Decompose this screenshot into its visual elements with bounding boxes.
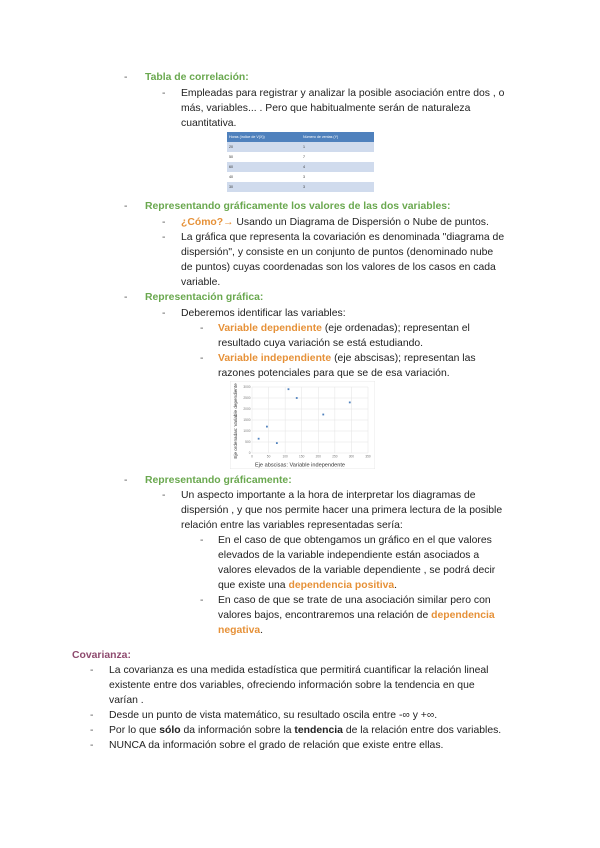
cov-l1: La covarianza es una medida estadística que permitirá cuantificar la relación lineal — [109, 665, 489, 676]
scatter-point — [322, 414, 324, 416]
table-cell: 4 — [301, 162, 374, 172]
cov-l6: NUNCA da información sobre el grado de relación que existe entre ellas. — [109, 740, 444, 751]
repgraf-a3: relación entre las variables representadas sería: — [181, 520, 403, 531]
graf-line-2: dispersión", y consiste en un conjunto de puntos (denominado nube — [181, 247, 494, 258]
scatter-point — [276, 442, 278, 444]
tabla-line-2: más, variables... . Pero que habitualmente serán de naturaleza — [181, 103, 471, 114]
negative-dependence-1: dependencia — [431, 610, 495, 621]
como-label: ¿Cómo?→ — [181, 217, 234, 228]
repgraf-title: Representando gráficamente: — [145, 475, 292, 486]
table-cell: 50 — [227, 152, 301, 162]
repgraf-c3 — [218, 624, 263, 639]
positive-dependence: dependencia positiva — [288, 580, 395, 591]
x-tick-label: 350 — [365, 454, 371, 459]
text: de la relación entre dos variables. — [342, 725, 502, 736]
text: . — [394, 580, 398, 591]
cov-l2: existente entre dos variables, ofreciendo información sobre la tendencia en que — [109, 680, 475, 691]
como-line — [181, 216, 489, 231]
table-cell: 1 — [301, 142, 374, 152]
dep-label: Variable dependiente — [218, 323, 322, 334]
text: que existe una — [218, 580, 289, 591]
dep-text-1: (eje ordenadas); representan el — [321, 323, 470, 334]
table-header-x: Horas (índice de V(X)) — [227, 132, 301, 142]
text: Por lo que — [109, 725, 160, 736]
text: valores bajos, encontraremos una relación de — [218, 610, 432, 621]
table-cell: 60 — [227, 162, 301, 172]
x-axis-label: Eje abscisas: Variable independente — [254, 462, 346, 469]
y-tick-label: 3000 — [243, 385, 251, 390]
bullet-dash: - — [162, 232, 166, 243]
bullet-dash: - — [124, 201, 128, 212]
repgraf-b4 — [218, 579, 397, 594]
bullet-dash: - — [200, 323, 204, 334]
bullet-dash: - — [200, 353, 204, 364]
x-tick-label: 100 — [282, 454, 288, 459]
ind-label: Variable independiente — [218, 353, 332, 364]
dep-line-2: resultado cuya variación se está estudiando. — [218, 338, 424, 349]
scatter-point — [266, 426, 268, 428]
repgraf-c1: En caso de que se trate de una asociación similar pero con — [218, 595, 491, 606]
bullet-dash: - — [90, 740, 94, 751]
y-tick-label: 1500 — [243, 418, 251, 423]
repgraf-b2: elevados de la variable independiente están asociados a — [218, 550, 480, 561]
bullet-dash: - — [124, 72, 128, 83]
y-tick-label: 2000 — [243, 407, 251, 412]
como-text: Usando un Diagrama de Dispersión o Nube de puntos. — [233, 217, 489, 228]
scatter-point — [296, 397, 298, 399]
table-row — [227, 172, 374, 182]
table-cell: 20 — [227, 142, 301, 152]
y-tick-label: 0 — [248, 451, 251, 456]
table-cell: 3 — [301, 182, 374, 192]
table-row — [227, 162, 374, 172]
bullet-dash: - — [124, 475, 128, 486]
ind-line-1 — [218, 352, 476, 367]
tabla-title: Tabla de correlación: — [145, 72, 249, 83]
repgraf-b1: En el caso de que obtengamos un gráfico en el que valores — [218, 535, 492, 546]
cov-l4: Desde un punto de vista matemático, su resultado oscila entre -∞ y +∞. — [109, 710, 438, 721]
x-tick-label: 0 — [251, 454, 253, 459]
y-tick-label: 500 — [245, 440, 251, 445]
y-axis-label: Eje ordenadas: Variable dependiente — [233, 383, 238, 459]
table-header-y: Número de ventas (Y) — [301, 132, 374, 142]
bullet-dash: - — [124, 292, 128, 303]
scatter-chart — [230, 381, 375, 469]
ind-line-2: razones potenciales para que se de esa variación. — [218, 368, 450, 379]
bullet-dash: - — [90, 710, 94, 721]
graf-line-3: de puntos) cuyas coordenadas son los valores de los casos en cada — [181, 262, 496, 273]
text: . — [260, 625, 264, 636]
tabla-line-1: Empleadas para registrar y analizar la posible asociación entre dos , o — [181, 88, 505, 99]
text-bold: sólo — [159, 725, 181, 736]
table-cell: 7 — [301, 152, 374, 162]
table-row — [227, 152, 374, 162]
covarianza-title: Covarianza: — [72, 650, 131, 661]
identify-line: Deberemos identificar las variables: — [181, 308, 346, 319]
text-bold: tendencia — [294, 725, 343, 736]
x-tick-label: 150 — [299, 454, 305, 459]
bullet-dash: - — [90, 665, 94, 676]
scatter-point — [258, 438, 260, 440]
x-tick-label: 200 — [315, 454, 321, 459]
scatter-point — [349, 402, 351, 404]
dep-line-1 — [218, 322, 470, 337]
bullet-dash: - — [162, 88, 166, 99]
repgraf-a2: dispersión , y que nos permite hacer una primera lectura de la posible — [181, 505, 503, 516]
repgraf-a1: Un aspecto importante a la hora de interpretar los diagramas de — [181, 490, 476, 501]
table-row — [227, 142, 374, 152]
table-cell: 40 — [227, 172, 301, 182]
graf-line-4: variable. — [181, 277, 221, 288]
x-tick-label: 300 — [348, 454, 355, 459]
repgraf-c2 — [218, 609, 495, 624]
bullet-dash: - — [90, 725, 94, 736]
x-tick-label: 50 — [266, 454, 271, 459]
representacion-title: Representación gráfica: — [145, 292, 264, 303]
table-row — [227, 182, 374, 192]
bullet-dash: - — [200, 535, 204, 546]
repgraf-b3: valores elevados de la variable dependiente , se podrá decir — [218, 565, 496, 576]
y-tick-label: 1000 — [243, 429, 251, 434]
negative-dependence-2: negativa — [218, 625, 261, 636]
scatter-point — [288, 388, 290, 390]
text: da información sobre la — [180, 725, 295, 736]
graf-line-1: La gráfica que representa la covariación es denominada "diagrama de — [181, 232, 505, 243]
bullet-dash: - — [162, 308, 166, 319]
bullet-dash: - — [200, 595, 204, 606]
y-tick-label: 2500 — [243, 396, 251, 401]
ind-text-1: (eje abscisas); representan las — [331, 353, 476, 364]
x-tick-label: 250 — [332, 454, 338, 459]
table-cell: 3 — [301, 172, 374, 182]
correlation-table — [227, 132, 374, 192]
cov-l3: varían . — [109, 695, 144, 706]
table-cell: 30 — [227, 182, 301, 192]
bullet-dash: - — [162, 490, 166, 501]
tabla-line-3: cuantitativa. — [181, 118, 237, 129]
bullet-dash: - — [162, 217, 166, 228]
cov-l5 — [109, 724, 501, 739]
representando-title: Representando gráficamente los valores de las dos variables: — [145, 201, 451, 212]
